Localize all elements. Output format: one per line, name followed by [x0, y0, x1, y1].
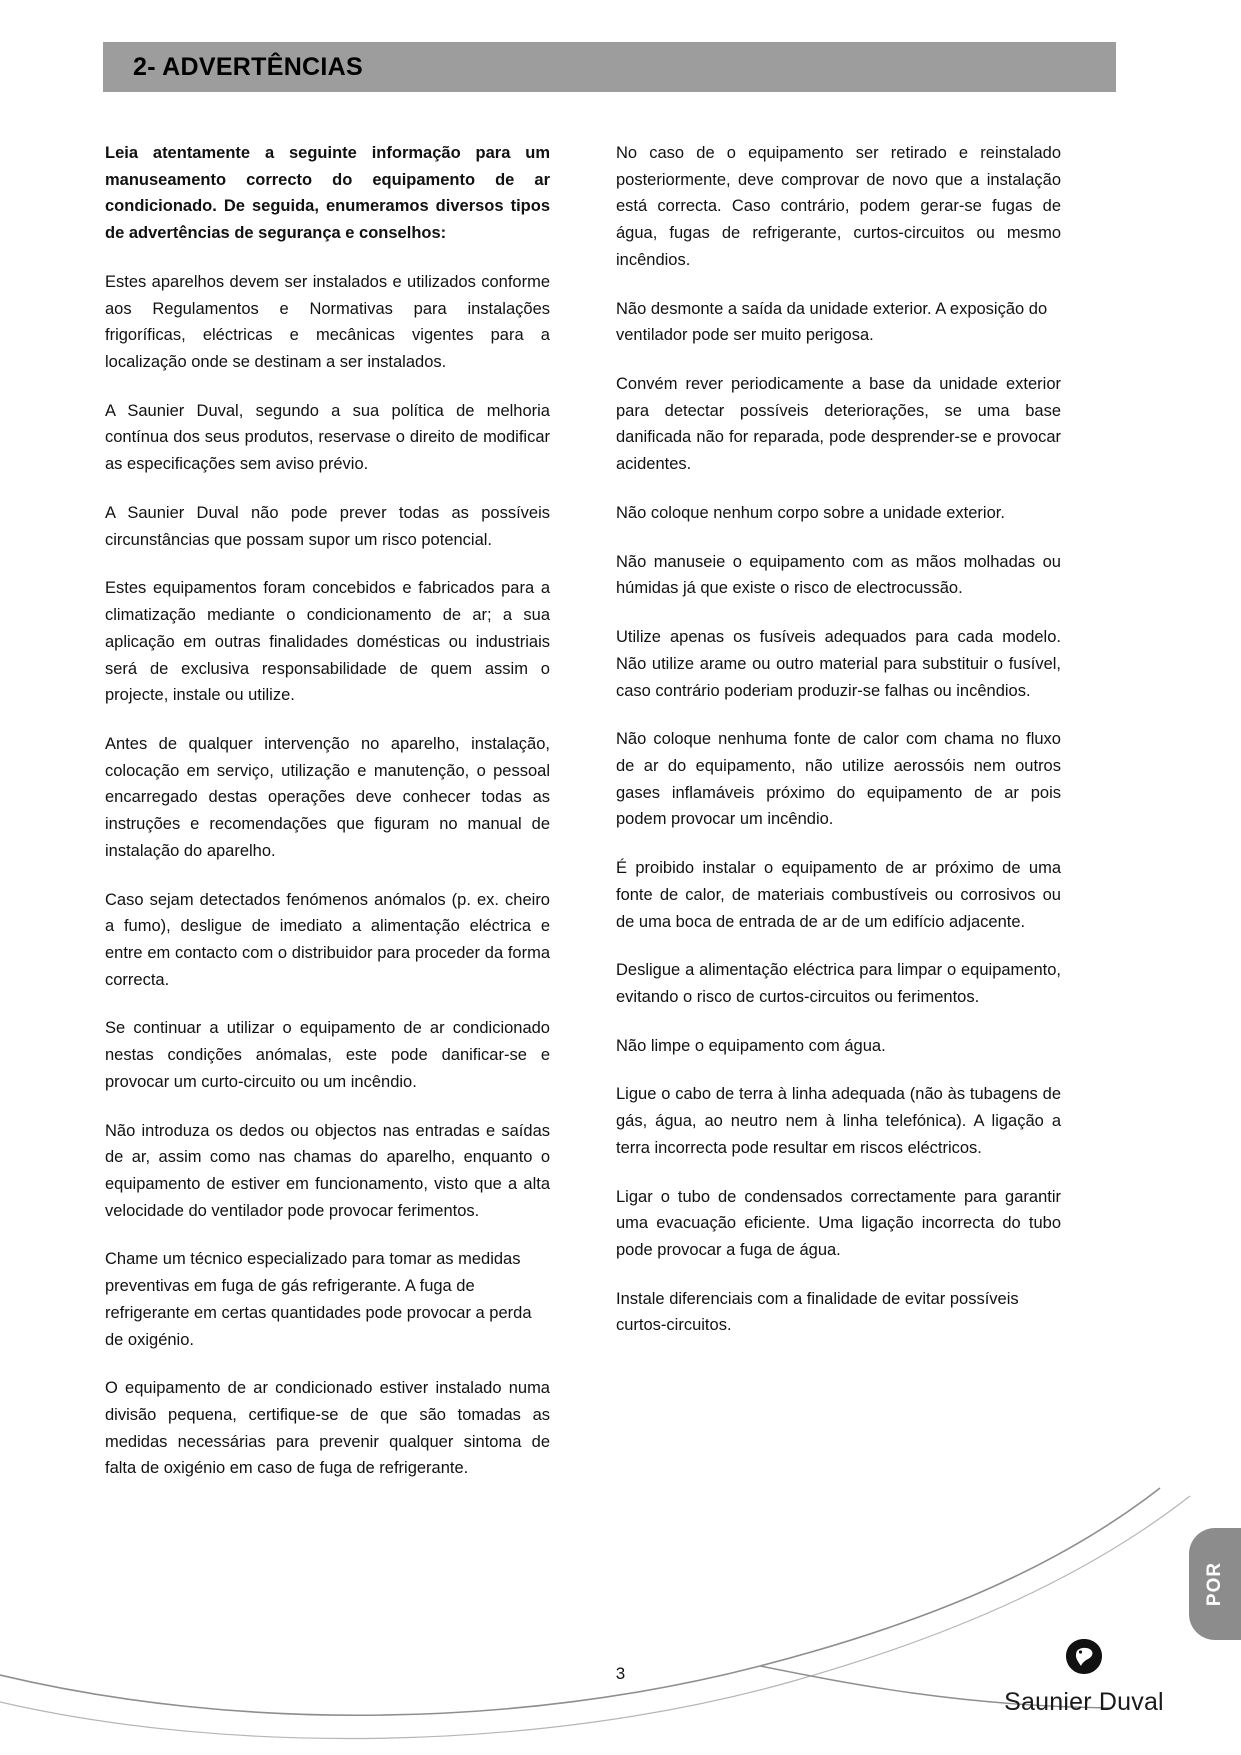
paragraph: O equipamento de ar condicionado estiver instalado numa divisão pequena, certifique-se de que são tomadas as medidas necessárias para prevenir qualquer sintoma de falta de oxigénio em caso de fuga de refrigerante.: [105, 1379, 550, 1478]
right-column: [616, 140, 1061, 1504]
paragraph: Desligue a alimentação eléctrica para limpar o equipamento, evitando o risco de curtos-circuitos ou ferimentos.: [616, 961, 1061, 1006]
paragraph: Convém rever periodicamente a base da unidade exterior para detectar possíveis deteriorações, se uma base danificada não for reparada, pode desprender-se e provocar acidentes.: [616, 375, 1061, 474]
paragraph: Ligar o tubo de condensados correctamente para garantir uma evacuação eficiente. Uma ligação incorrecta do tubo pode provocar a fuga de água.: [616, 1187, 1061, 1259]
paragraph: Leia atentamente a seguinte informação para um manuseamento correcto do equipamento de ar condicionado. De seguida, enumeramos diversos tipos de advertências de segurança e conselhos:: [105, 144, 550, 243]
paragraph: É proibido instalar o equipamento de ar próximo de uma fonte de calor, de materiais combustíveis ou corrosivos ou de uma boca de entrada de ar de um edifício adjacente.: [616, 859, 1061, 931]
paragraph: Se continuar a utilizar o equipamento de ar condicionado nestas condições anómalas, este pode danificar-se e provocar um curto-circuito ou um incêndio.: [105, 1019, 550, 1091]
language-tab-label: POR: [1204, 1561, 1225, 1607]
page-number: 3: [615, 1664, 626, 1683]
page-title: 2- ADVERTÊNCIAS: [133, 52, 363, 81]
paragraph: Instale diferenciais com a finalidade de evitar possíveis curtos-circuitos.: [616, 1289, 1019, 1335]
paragraph: Caso sejam detectados fenómenos anómalos (p. ex. cheiro a fumo), desligue de imediato a alimentação eléctrica e entre em contacto com o distribuidor para proceder da forma correcta.: [105, 890, 550, 989]
paragraph: Não introduza os dedos ou objectos nas entradas e saídas de ar, assim como nas chamas do aparelho, enquanto o equipamento de estiver em funcionamento, visto que a alta velocidade do ventilador pode provocar ferimentos.: [105, 1121, 550, 1220]
paragraph: Chame um técnico especializado para tomar as medidas preventivas em fuga de gás refrigerante. A fuga de refrigerante em certas quantidades pode provocar a perda de oxigénio.: [105, 1250, 532, 1349]
section-header-band: [103, 42, 1116, 92]
paragraph: Estes equipamentos foram concebidos e fabricados para a climatização mediante o condicionamento de ar; a sua aplicação em outras finalidades domésticas ou industriais será de exclusiva responsabilidade de quem assim o projecte, instale ou utilize.: [105, 579, 550, 705]
left-column: [105, 140, 550, 1504]
paragraph: Não coloque nenhuma fonte de calor com chama no fluxo de ar do equipamento, não utilize aerossóis nem outros gases inflamáveis próximo do equipamento de ar pois podem provocar um incêndio.: [616, 730, 1061, 829]
paragraph: Estes aparelhos devem ser instalados e utilizados conforme aos Regulamentos e Normativas para instalações frigoríficas, eléctricas e mecânicas vigentes para a localização onde se destinam a ser instalados.: [105, 272, 550, 372]
paragraph: A Saunier Duval, segundo a sua política de melhoria contínua dos seus produtos, reservase o direito de modificar as especificações sem aviso prévio.: [105, 401, 550, 474]
language-tab: [1189, 1528, 1241, 1640]
brand-name: Saunier Duval: [1004, 1688, 1164, 1716]
paragraph: Não limpe o equipamento com água.: [616, 1036, 886, 1055]
paragraph: No caso de o equipamento ser retirado e reinstalado posteriormente, deve comprovar de novo que a instalação está correcta. Caso contrário, podem gerar-se fugas de água, fugas de refrigerante, curtos-circuitos ou mesmo incêndios.: [616, 144, 1061, 269]
paragraph: Não coloque nenhum corpo sobre a unidade exterior.: [616, 503, 1005, 522]
paragraph: Não desmonte a saída da unidade exterior. A exposição do ventilador pode ser muito perigosa.: [616, 299, 1048, 345]
brand-logo: [989, 1637, 1179, 1717]
paragraph: Antes de qualquer intervenção no aparelho, instalação, colocação em serviço, utilização e manutenção, o pessoal encarregado destas operações deve conhecer todas as instruções e recomendações que figuram no manual de instalação do aparelho.: [105, 734, 550, 860]
two-column-body: [105, 140, 1115, 1504]
paragraph: Não manuseie o equipamento com as mãos molhadas ou húmidas já que existe o risco de electrocussão.: [616, 552, 1061, 598]
paragraph: Ligue o cabo de terra à linha adequada (não às tubagens de gás, água, ao neutro nem à linha telefónica). A ligação a terra incorrecta pode resultar em riscos eléctricos.: [616, 1085, 1061, 1157]
saunier-duval-bird-icon: [1061, 1637, 1107, 1677]
paragraph: A Saunier Duval não pode prever todas as possíveis circunstâncias que possam supor um risco potencial.: [105, 503, 550, 549]
paragraph: Utilize apenas os fusíveis adequados para cada modelo. Não utilize arame ou outro material para substituir o fusível, caso contrário poderiam produzir-se falhas ou incêndios.: [616, 628, 1061, 700]
